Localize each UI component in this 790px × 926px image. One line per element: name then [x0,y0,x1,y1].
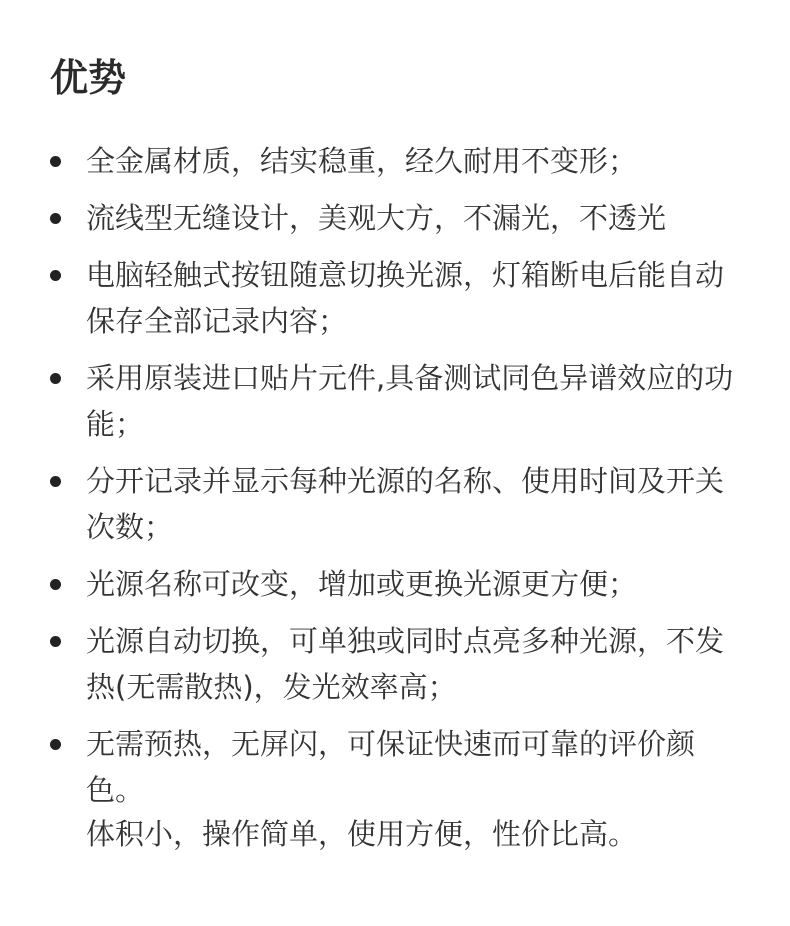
feature-item [50,618,740,710]
feature-item [50,458,740,550]
feature-text: 电脑轻触式按钮随意切换光源，灯箱断电后能自动保存全部记录内容； [86,258,725,338]
feature-text: 无需预热，无屏闪，可保证快速而可靠的评价颜色。 [86,727,696,807]
feature-text: 光源自动切换，可单独或同时点亮多种光源，不发热(无需散热)，发光效率高； [86,624,725,704]
feature-item [50,252,740,344]
feature-item [50,721,740,813]
bullet-icon [50,156,61,167]
feature-item [50,561,740,607]
feature-text: 分开记录并显示每种光源的名称、使用时间及开关次数； [86,464,725,544]
feature-list [50,138,740,824]
bullet-icon [50,476,61,487]
feature-item [50,138,740,184]
bullet-icon [50,636,61,647]
feature-item [50,195,740,241]
bullet-icon [50,579,61,590]
feature-text: 采用原装进口贴片元件,具备测试同色异谱效应的功能； [86,361,734,441]
feature-text: 光源名称可改变，增加或更换光源更方便； [86,567,638,601]
feature-text: 全金属材质，结实稳重，经久耐用不变形； [86,144,638,178]
summary-text: 体积小，操作简单，使用方便，性价比高。 [86,817,638,851]
page-title: 优势 [50,56,127,100]
bullet-icon [50,213,61,224]
feature-text: 流线型无缝设计，美观大方，不漏光，不透光 [86,201,667,235]
feature-item [50,355,740,447]
bullet-icon [50,739,61,750]
bullet-icon [50,270,61,281]
bullet-icon [50,373,61,384]
